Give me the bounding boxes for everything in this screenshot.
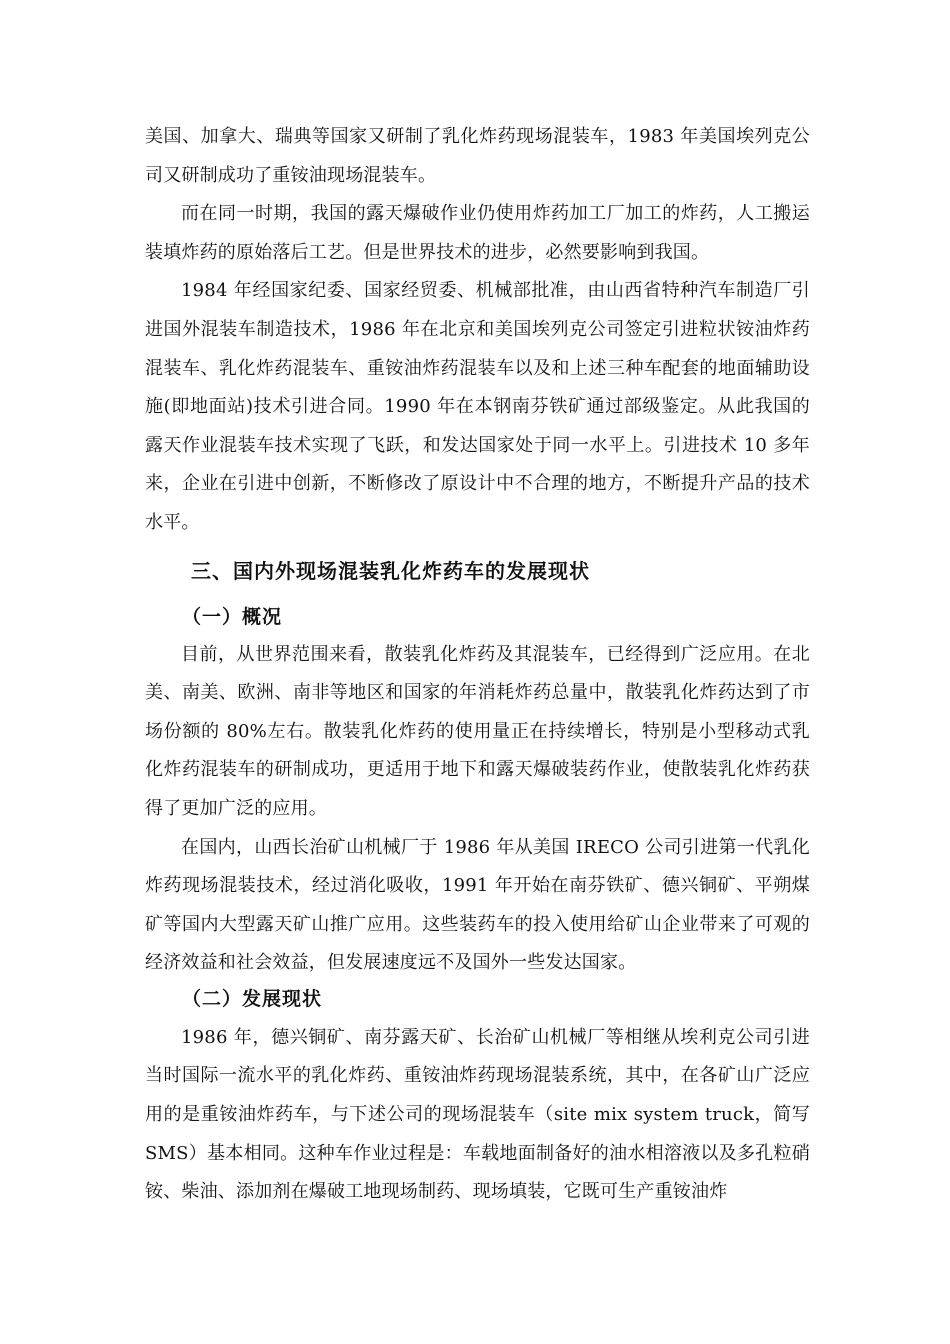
subsection-heading: （一）概况 [182,605,283,628]
paragraph-continued: 美国、加拿大、瑞典等国家又研制了乳化炸药现场混装车，1983 年美国埃列克公司又研制成功了重铵油现场混装车。 [145,126,810,186]
section-heading: 三、国内外现场混装乳化炸药车的发展现状 [191,558,590,583]
paragraph: 而在同一时期，我国的露天爆破作业仍使用炸药加工厂加工的炸药，人工搬运装填炸药的原始落后工艺。但是世界技术的进步，必然要影响到我国。 [145,203,810,263]
document-body [145,118,810,1212]
paragraph: 1984 年经国家纪委、国家经贸委、机械部批准，由山西省特种汽车制造厂引进国外混装车制造技术，1986 年在北京和美国埃列克公司签定引进粒状铵油炸药混装车、乳化炸药混装车、重铵油炸药混装车以及和上述三种车配套的地面辅助设施(即地面站)技术引进合同。1990 年在本钢南芬铁矿通过部级鉴定。从此我国的露天作业混装车技术实现了飞跃，和发达国家处于同一水平上。引进技术 10 多年来，企业在引进中创新，不断修改了原设计中不合理的地方，不断提升产品的技术水平。 [145,280,810,533]
paragraph: 1986 年，德兴铜矿、南芬露天矿、长治矿山机械厂等相继从埃利克公司引进当时国际一流水平的乳化炸药、重铵油炸药现场混装系统，其中，在各矿山广泛应用的是重铵油炸药车，与下述公司的现场混装车（site mix system truck，简写 SMS）基本相同。这种车作业过程是：车载地面制备好的油水相溶液以及多孔粒硝铵、柴油、添加剂在爆破工地现场制药、现场填装，它既可生产重铵油炸 [145,1026,810,1203]
paragraph: 目前，从世界范围来看，散装乳化炸药及其混装车，已经得到广泛应用。在北美、南美、欧洲、南非等地区和国家的年消耗炸药总量中，散装乳化炸药达到了市场份额的 80%左右。散装乳化炸药的使用量正在持续增长，特别是小型移动式乳化炸药混装车的研制成功，更适用于地下和露天爆破装药作业，使散装乳化炸药获得了更加广泛的应用。 [145,643,810,819]
subsection-heading: （二）发展现状 [182,987,323,1010]
paragraph: 在国内，山西长治矿山机械厂于 1986 年从美国 IRECO 公司引进第一代乳化炸药现场混装技术，经过消化吸收，1991 年开始在南芬铁矿、德兴铜矿、平朔煤矿等国内大型露天矿山推广应用。这些装药车的投入使用给矿山企业带来了可观的经济效益和社会效益，但发展速度远不及国外一些发达国家。 [145,836,810,974]
